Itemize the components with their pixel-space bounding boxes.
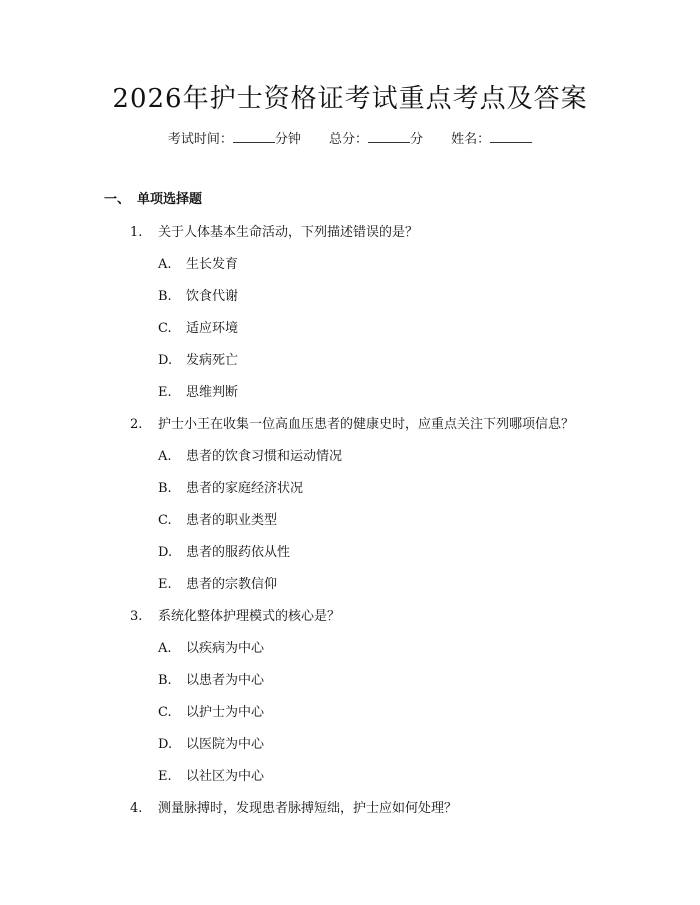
option-letter: E. (158, 385, 172, 400)
option-text: 发病死亡 (186, 353, 239, 368)
option-letter: C. (158, 321, 172, 336)
question-3-option-c (0, 703, 700, 735)
question-2-option-a (0, 447, 700, 479)
section-number: 一、 (104, 192, 131, 207)
question-1-option-b (0, 287, 700, 319)
total-score-blank (368, 130, 410, 143)
question-3-option-a (0, 639, 700, 671)
option-text: 以护士为中心 (186, 705, 265, 720)
question-4 (0, 799, 700, 831)
question-number: 2. (130, 417, 143, 432)
option-letter: D. (158, 737, 173, 752)
question-1-option-e (0, 383, 700, 415)
option-letter: A. (158, 257, 172, 272)
section-heading (104, 190, 202, 210)
question-number: 1. (130, 225, 143, 240)
exam-time-blank (233, 130, 275, 143)
option-text: 患者的职业类型 (186, 513, 278, 528)
exam-info-line (0, 130, 700, 150)
question-text: 关于人体基本生命活动，下列描述错误的是？ (158, 225, 419, 240)
question-1-option-c (0, 319, 700, 351)
total-score-unit: 分 (410, 132, 424, 147)
option-text: 以疾病为中心 (186, 641, 265, 656)
question-number: 3. (130, 609, 143, 624)
question-3-option-b (0, 671, 700, 703)
page-title: 2026年护士资格证考试重点考点及答案 (112, 84, 588, 114)
question-2-option-d (0, 543, 700, 575)
question-2-option-b (0, 479, 700, 511)
exam-time-unit: 分钟 (274, 132, 301, 147)
option-letter: A. (158, 449, 172, 464)
option-text: 患者的宗教信仰 (186, 577, 278, 592)
option-text: 以社区为中心 (186, 769, 265, 784)
option-text: 生长发育 (186, 257, 239, 272)
exam-time-field (168, 130, 301, 150)
question-2-option-e (0, 575, 700, 607)
option-text: 饮食代谢 (186, 289, 239, 304)
total-score-field (329, 130, 423, 150)
question-number: 4. (130, 801, 143, 816)
question-text: 护士小王在收集一位高血压患者的健康史时，应重点关注下列哪项信息？ (158, 417, 575, 432)
question-text: 系统化整体护理模式的核心是？ (158, 609, 341, 624)
question-text: 测量脉搏时，发现患者脉搏短绌，护士应如何处理？ (158, 801, 458, 816)
option-text: 以患者为中心 (186, 673, 265, 688)
option-letter: C. (158, 705, 172, 720)
question-1 (0, 223, 700, 255)
option-letter: A. (158, 641, 172, 656)
option-letter: B. (158, 481, 172, 496)
option-letter: C. (158, 513, 172, 528)
exam-time-label: 考试时间： (167, 132, 233, 147)
question-2 (0, 415, 700, 447)
question-2-option-c (0, 511, 700, 543)
question-3-option-d (0, 735, 700, 767)
name-label: 姓名： (451, 132, 491, 147)
question-list (0, 223, 700, 831)
option-letter: D. (158, 545, 173, 560)
option-text: 思维判断 (186, 385, 239, 400)
name-blank (490, 130, 532, 143)
total-score-label: 总分： (328, 132, 368, 147)
name-field (451, 130, 532, 150)
option-letter: B. (158, 673, 172, 688)
question-3-option-e (0, 767, 700, 799)
option-letter: B. (158, 289, 172, 304)
question-1-option-d (0, 351, 700, 383)
option-text: 患者的家庭经济状况 (186, 481, 304, 496)
option-letter: D. (158, 353, 173, 368)
option-text: 患者的服药依从性 (186, 545, 291, 560)
option-text: 适应环境 (186, 321, 239, 336)
option-text: 患者的饮食习惯和运动情况 (186, 449, 343, 464)
question-3 (0, 607, 700, 639)
question-1-option-a (0, 255, 700, 287)
section-title: 单项选择题 (137, 192, 203, 207)
option-letter: E. (158, 769, 172, 784)
option-text: 以医院为中心 (186, 737, 265, 752)
option-letter: E. (158, 577, 172, 592)
